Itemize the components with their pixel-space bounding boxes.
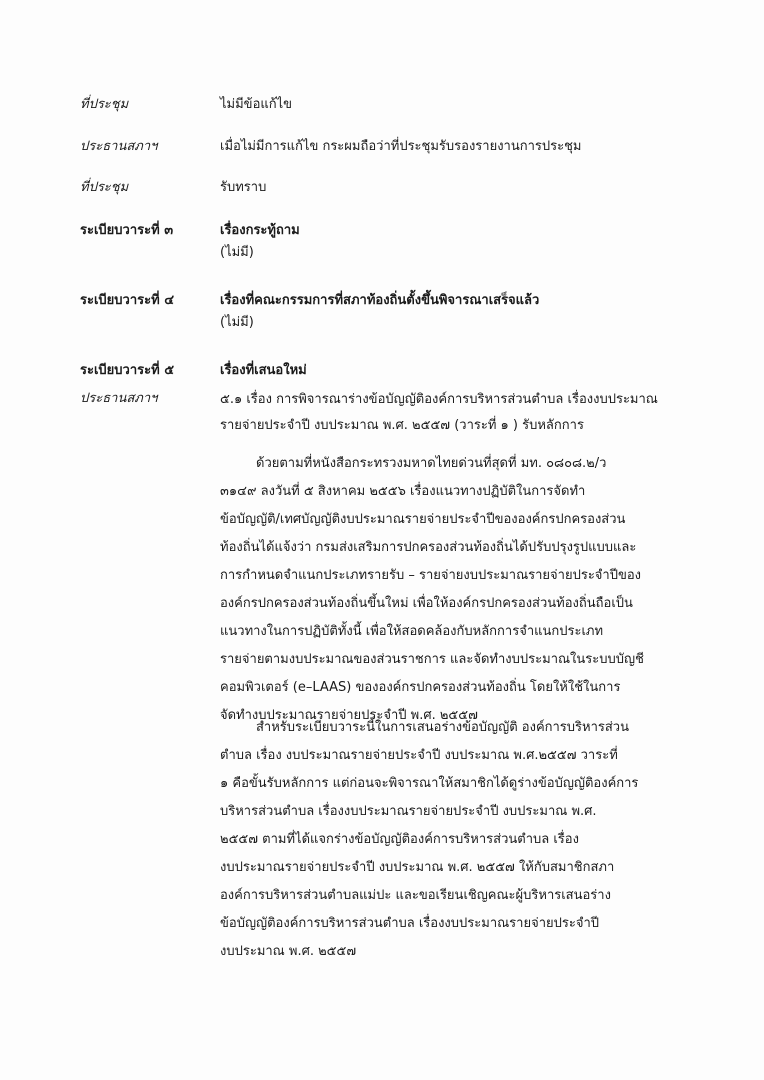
text-line: แนวทางในการปฏิบัติทั้งนี้ เพื่อให้สอดคล้องกับหลักการจำแนกประเภท: [220, 624, 604, 639]
text-line: ตำบล เรื่อง งบประมาณรายจ่ายประจำปี งบประมาณ พ.ศ.๒๕๕๗ วาระที่: [220, 748, 618, 763]
minutes-text: รับทราบ: [220, 180, 267, 195]
text-line: บริหารส่วนตำบล เรื่องงบประมาณรายจ่ายประจำปี งบประมาณ พ.ศ.: [220, 804, 597, 819]
text-line: จัดทำงบประมาณรายจ่ายประจำปี พ.ศ. ๒๕๕๗: [220, 708, 478, 723]
text-line: ๓๑๔๙ ลงวันที่ ๕ สิงหาคม ๒๕๕๖ เรื่องแนวทางปฏิบัติในการจัดทำ: [220, 484, 586, 499]
agenda-label: ระเบียบวาระที่ ๔: [80, 293, 175, 308]
text-line: ด้วยตามที่หนังสือกระทรวงมหาดไทยด่วนที่สุดที่ มท. ๐๘๐๘.๒/ว: [256, 456, 607, 471]
speaker-label: ประธานสภาฯ: [80, 139, 158, 154]
text-line: คอมพิวเตอร์ (e–LAAS) ขององค์กรปกครองส่วนท้องถิ่น โดยให้ใช้ในการ: [220, 680, 621, 695]
text-line: ท้องถิ่นได้แจ้งว่า กรมส่งเสริมการปกครองส่วนท้องถิ่นได้ปรับปรุงรูปแบบและ: [220, 540, 637, 555]
agenda-title: เรื่องที่คณะกรรมการที่สภาท้องถิ่นตั้งขึ้นพิจารณาเสร็จแล้ว: [220, 293, 540, 308]
minutes-text: เมื่อไม่มีการแก้ไข กระผมถือว่าที่ประชุมรับรองรายงานการประชุม: [220, 139, 582, 154]
text-line: องค์การบริหารส่วนตำบลแม่ปะ และขอเรียนเชิญคณะผู้บริหารเสนอร่าง: [220, 888, 611, 903]
minutes-text: ไม่มีข้อแก้ไข: [220, 97, 293, 112]
text-line: รายจ่ายประจำปี งบประมาณ พ.ศ. ๒๕๕๗ (วาระที่ ๑ ) รับหลักการ: [220, 418, 584, 433]
text-line: ๒๕๕๗ ตามที่ได้แจกร่างข้อบัญญัติองค์การบริหารส่วนตำบล เรื่อง: [220, 832, 579, 847]
text-line: งบประมาณรายจ่ายประจำปี งบประมาณ พ.ศ. ๒๕๕๗ ให้กับสมาชิกสภา: [220, 860, 615, 875]
agenda-note: (ไม่มี): [220, 245, 254, 260]
agenda-title: เรื่องกระทู้ถาม: [220, 223, 300, 238]
agenda-label: ระเบียบวาระที่ ๕: [80, 363, 175, 378]
text-line: การกำหนดจำแนกประเภทรายรับ – รายจ่ายงบประมาณรายจ่ายประจำปีของ: [220, 568, 642, 583]
text-line: งบประมาณ พ.ศ. ๒๕๕๗: [220, 944, 357, 959]
agenda-label: ระเบียบวาระที่ ๓: [80, 223, 174, 238]
text-line: ๑ คือขั้นรับหลักการ แต่ก่อนจะพิจารณาให้สมาชิกได้ดูร่างข้อบัญญัติองค์การ: [220, 776, 639, 791]
text-line: สำหรับระเบียบวาระนี้ในการเสนอร่างข้อบัญญัติ องค์การบริหารส่วน: [256, 720, 629, 735]
text-line: ข้อบัญญัติองค์การบริหารส่วนตำบล เรื่องงบประมาณรายจ่ายประจำปี: [220, 916, 599, 931]
agenda-note: (ไม่มี): [220, 315, 254, 330]
speaker-label: ที่ประชุม: [80, 180, 129, 195]
agenda-title: เรื่องที่เสนอใหม่: [220, 363, 307, 378]
text-line: ข้อบัญญัติ/เทศบัญญัติงบประมาณรายจ่ายประจำปีขององค์กรปกครองส่วน: [220, 512, 626, 527]
text-line: องค์กรปกครองส่วนท้องถิ่นขึ้นใหม่ เพื่อให้องค์กรปกครองส่วนท้องถิ่นถือเป็น: [220, 596, 633, 611]
text-line: รายจ่ายตามงบประมาณของส่วนราชการ และจัดทำงบประมาณในระบบบัญชี: [220, 652, 644, 667]
speaker-label: ประธานสภาฯ: [80, 391, 158, 406]
text-line: ๕.๑ เรื่อง การพิจารณาร่างข้อบัญญัติองค์การบริหารส่วนตำบล เรื่องงบประมาณ: [220, 392, 658, 407]
speaker-label: ที่ประชุม: [80, 97, 129, 112]
